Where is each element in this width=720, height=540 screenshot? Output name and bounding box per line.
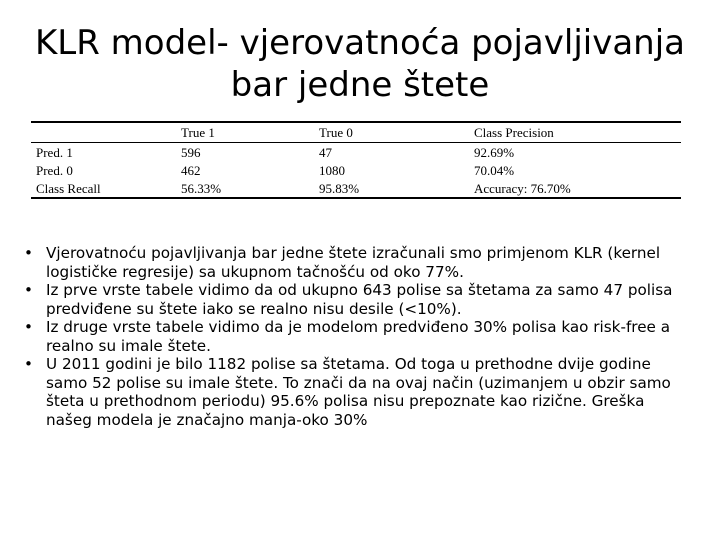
bullet-item: • Vjerovatnoću pojavljivanja bar jedne štete izračunali smo primjenom KLR (kernel logističke regresije) sa ukupnom tačnošću od oko 77%.: [24, 244, 694, 281]
table-cell: Pred. 1: [36, 145, 73, 160]
confusion-matrix-table: [31, 121, 681, 199]
table-cell: 56.33%: [181, 181, 222, 196]
slide-title: [30, 22, 690, 106]
bullet-item: • Iz prve vrste tabele vidimo da od ukupno 643 polise sa štetama za samo 47 polisa predviđene su štete iako se realno nisu desile (<10%).: [24, 281, 694, 318]
table-cell: Accuracy: 76.70%: [474, 181, 571, 196]
slide-title-line-2: bar jedne štete: [230, 65, 490, 105]
table-row: [31, 161, 681, 179]
table-cell: 47: [319, 145, 332, 160]
table-header-cell: Class Precision: [474, 125, 554, 140]
slide-title-line-1: KLR model- vjerovatnoća pojavljivanja: [34, 23, 686, 63]
bullet-item: • U 2011 godini je bilo 1182 polise sa štetama. Od toga u prethodne dvije godine samo 52 polise su imale štete. To znači da na ovaj način (uzimanjem u obzir samo šteta u prethodnom periodu) 95.6% polisa nisu prepoznate kao rizične. Greška našeg modela je značajno manja-oko 30%: [24, 355, 694, 429]
table-cell: 95.83%: [319, 181, 360, 196]
table-cell: Class Recall: [36, 181, 101, 196]
bullet-item: • Iz druge vrste tabele vidimo da je modelom predviđeno 30% polisa kao risk-free a realno su imale štete.: [24, 318, 694, 355]
table-header-cell: True 1: [181, 125, 215, 140]
table-cell: 1080: [319, 163, 345, 178]
table-header-cell: True 0: [319, 125, 353, 140]
table-row: [31, 143, 681, 161]
table-cell: 596: [181, 145, 201, 160]
table-header-row: [31, 123, 681, 143]
table-cell: 92.69%: [474, 145, 515, 160]
table-cell: 462: [181, 163, 201, 178]
table-cell: Pred. 0: [36, 163, 73, 178]
bullet-list: [24, 244, 694, 429]
table-row: [31, 179, 681, 197]
table-cell: 70.04%: [474, 163, 515, 178]
